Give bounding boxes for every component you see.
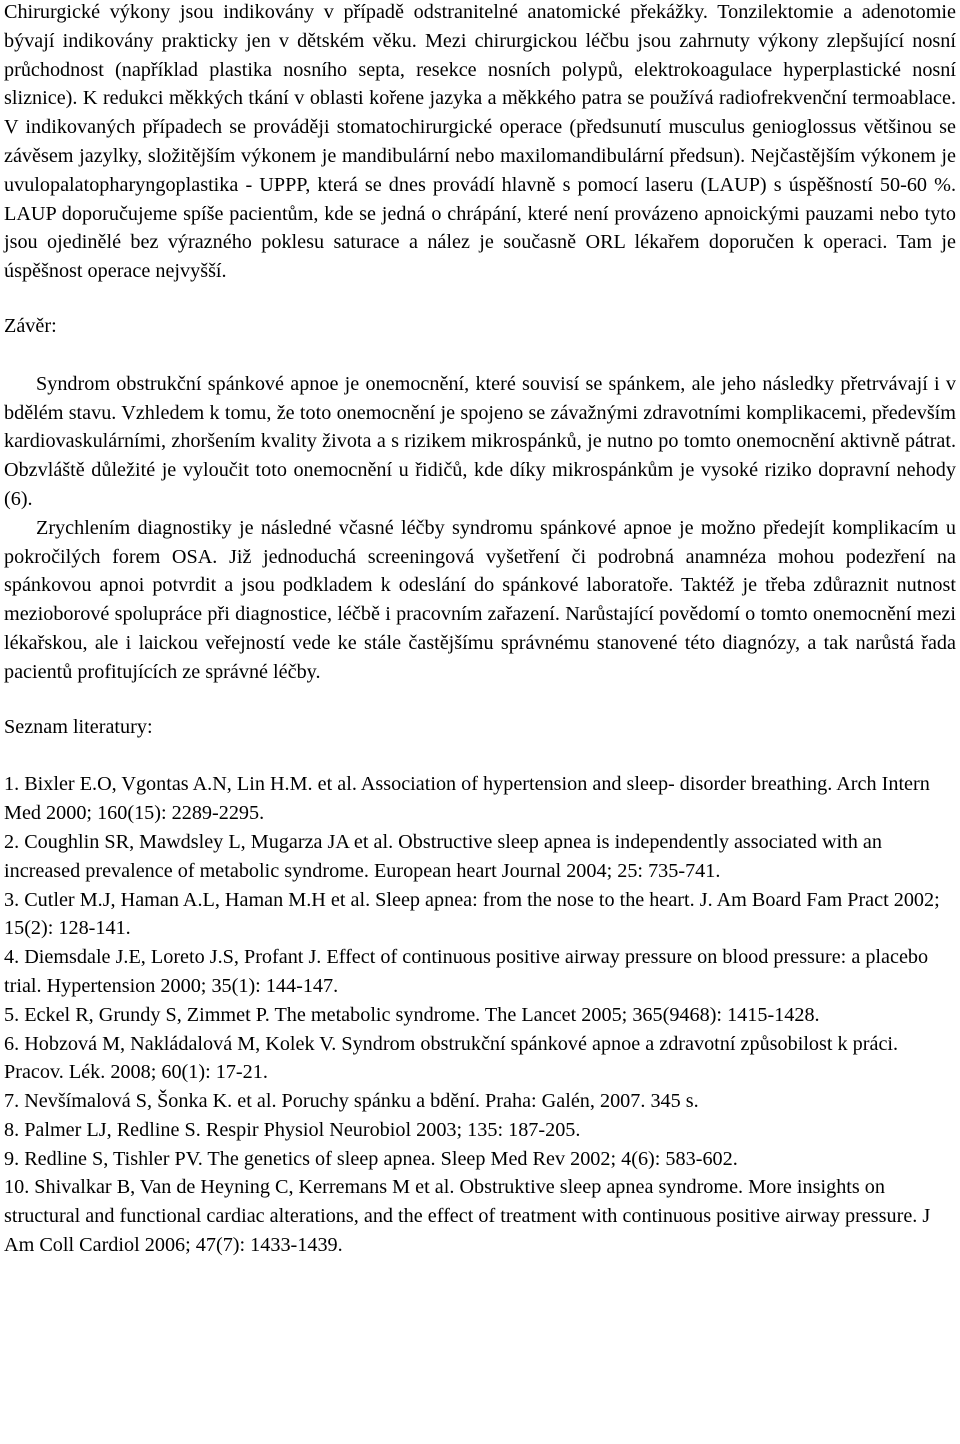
references-heading: Seznam literatury: — [4, 715, 153, 738]
reference-item: 4. Diemsdale J.E, Loreto J.S, Profant J. Effect of continuous positive airway pressure on blood pressure: a placebo trial. Hypertension 2000; 35(1): 144-147. — [4, 946, 929, 997]
spacer — [4, 687, 956, 713]
spacer — [4, 286, 956, 312]
reference-item: 1. Bixler E.O, Vgontas A.N, Lin H.M. et al. Association of hypertension and sleep- disorder breathing. Arch Intern Med 2000; 160(15): 2289-2295. — [4, 773, 930, 825]
reference-item: 3. Cutler M.J, Haman A.L, Haman M.H et al. Sleep apnea: from the nose to the heart. J. Am Board Fam Pract 2002; 15(2): 128-141. — [4, 888, 940, 940]
reference-item: 6. Hobzová M, Nakládalová M, Kolek V. Syndrom obstrukční spánkové apnoe a zdravotní způsobilost k práci. Pracov. Lék. 2008; 60(1): 17-21. — [4, 1032, 899, 1084]
intro-paragraph: Chirurgické výkony jsou indikovány v případě odstranitelné anatomické překážky. Tonzilektomie a adenotomie bývají indikovány prakticky jen v dětském věku. Mezi chirurgickou léčbu jsou zahrnuty výkony zlepšující nosní průchodnost (například plastika nosního septa, resekce nosních polypů, elektrokoagulace hyperplastické nosní sliznice). K redukci měkkých tkání v oblasti kořene jazyka a měkkého patra se používá radiofrekvenční termoablace. V indikovaných případech se prováději stomatochirurgické operace (předsunutí musculus genioglossus většinou se závěsem jazylky, složitějším výkonem je mandibulární nebo maxilomandibulární předsun). Nejčastějším výkonem je uvulopalatopharyngoplastika - UPPP, která se dnes provádí hlavně s pomocí laseru (LAUP) s úspěšností 50-60 %. LAUP doporučujeme spíše pacientům, kde se jedná o chrápání, které není provázeno apnoickými pauzami nebo tyto jsou ojedinělé bez výrazného poklesu saturace a nález je současně ORL lékařem doporučen k operaci. Tam je úspěšnost operace nejvyšší. — [4, 1, 956, 283]
reference-item: 8. Palmer LJ, Redline S. Respir Physiol Neurobiol 2003; 135: 187-205. — [4, 1118, 581, 1141]
spacer — [4, 341, 956, 370]
reference-item: 9. Redline S, Tishler PV. The genetics of sleep apnea. Sleep Med Rev 2002; 4(6): 583-602. — [4, 1147, 738, 1170]
conclusion-paragraph-1: Syndrom obstrukční spánkové apnoe je onemocnění, které souvisí se spánkem, ale jeho následky přetrvávají i v bdělém stavu. Vzhledem k tomu, že toto onemocnění je spojeno se závažnými zdravotními komplikacemi, především kardiovaskulárními, zhoršením kvality života a s rizikem mikrospánků, je nutno po tomto onemocnění aktivně pátrat. Obzvláště důležité je vyloučit toto onemocnění u řidičů, kde díky mikrospánkům je vysoké riziko dopravní nehody (6). — [4, 372, 956, 510]
document-page — [4, 0, 956, 1260]
references-list — [4, 770, 956, 1260]
spacer — [4, 741, 956, 770]
reference-item: 2. Coughlin SR, Mawdsley L, Mugarza JA et al. Obstructive sleep apnea is independently associated with an increased prevalence of metabolic syndrome. European heart Journal 2004; 25: 735-741. — [4, 830, 882, 882]
reference-item: 7. Nevšímalová S, Šonka K. et al. Poruchy spánku a bdění. Praha: Galén, 2007. 345 s. — [4, 1090, 699, 1113]
conclusion-heading: Závěr: — [4, 314, 57, 337]
conclusion-paragraph-2: Zrychlením diagnostiky je následné včasné léčby syndromu spánkové apnoe je možno předejít komplikacím u pokročilých forem OSA. Již jednoduchá screeningová vyšetření či podrobná anamnéza mohou podezření na spánkovou apnoi potvrdit a jsou podkladem k odeslání do spánkové laboratoře. Taktéž je třeba zdůraznit nutnost mezioborové spolupráce při diagnostice, léčbě i pracovním zařazení. Narůstající povědomí o tomto onemocnění mezi lékařskou, ale i laickou veřejností vede ke stále častějšímu správnému stanovené této diagnózy, a tak narůstá řada pacientů profitujících ze správné léčby. — [4, 516, 956, 683]
reference-item: 5. Eckel R, Grundy S, Zimmet P. The metabolic syndrome. The Lancet 2005; 365(9468): 1415-1428. — [4, 1003, 820, 1026]
reference-item: 10. Shivalkar B, Van de Heyning C, Kerremans M et al. Obstruktive sleep apnea syndrome. More insights on structural and functional cardiac alterations, and the effect of treatment with continuous positive airway pressure. J Am Coll Cardiol 2006; 47(7): 1433-1439. — [4, 1176, 931, 1257]
